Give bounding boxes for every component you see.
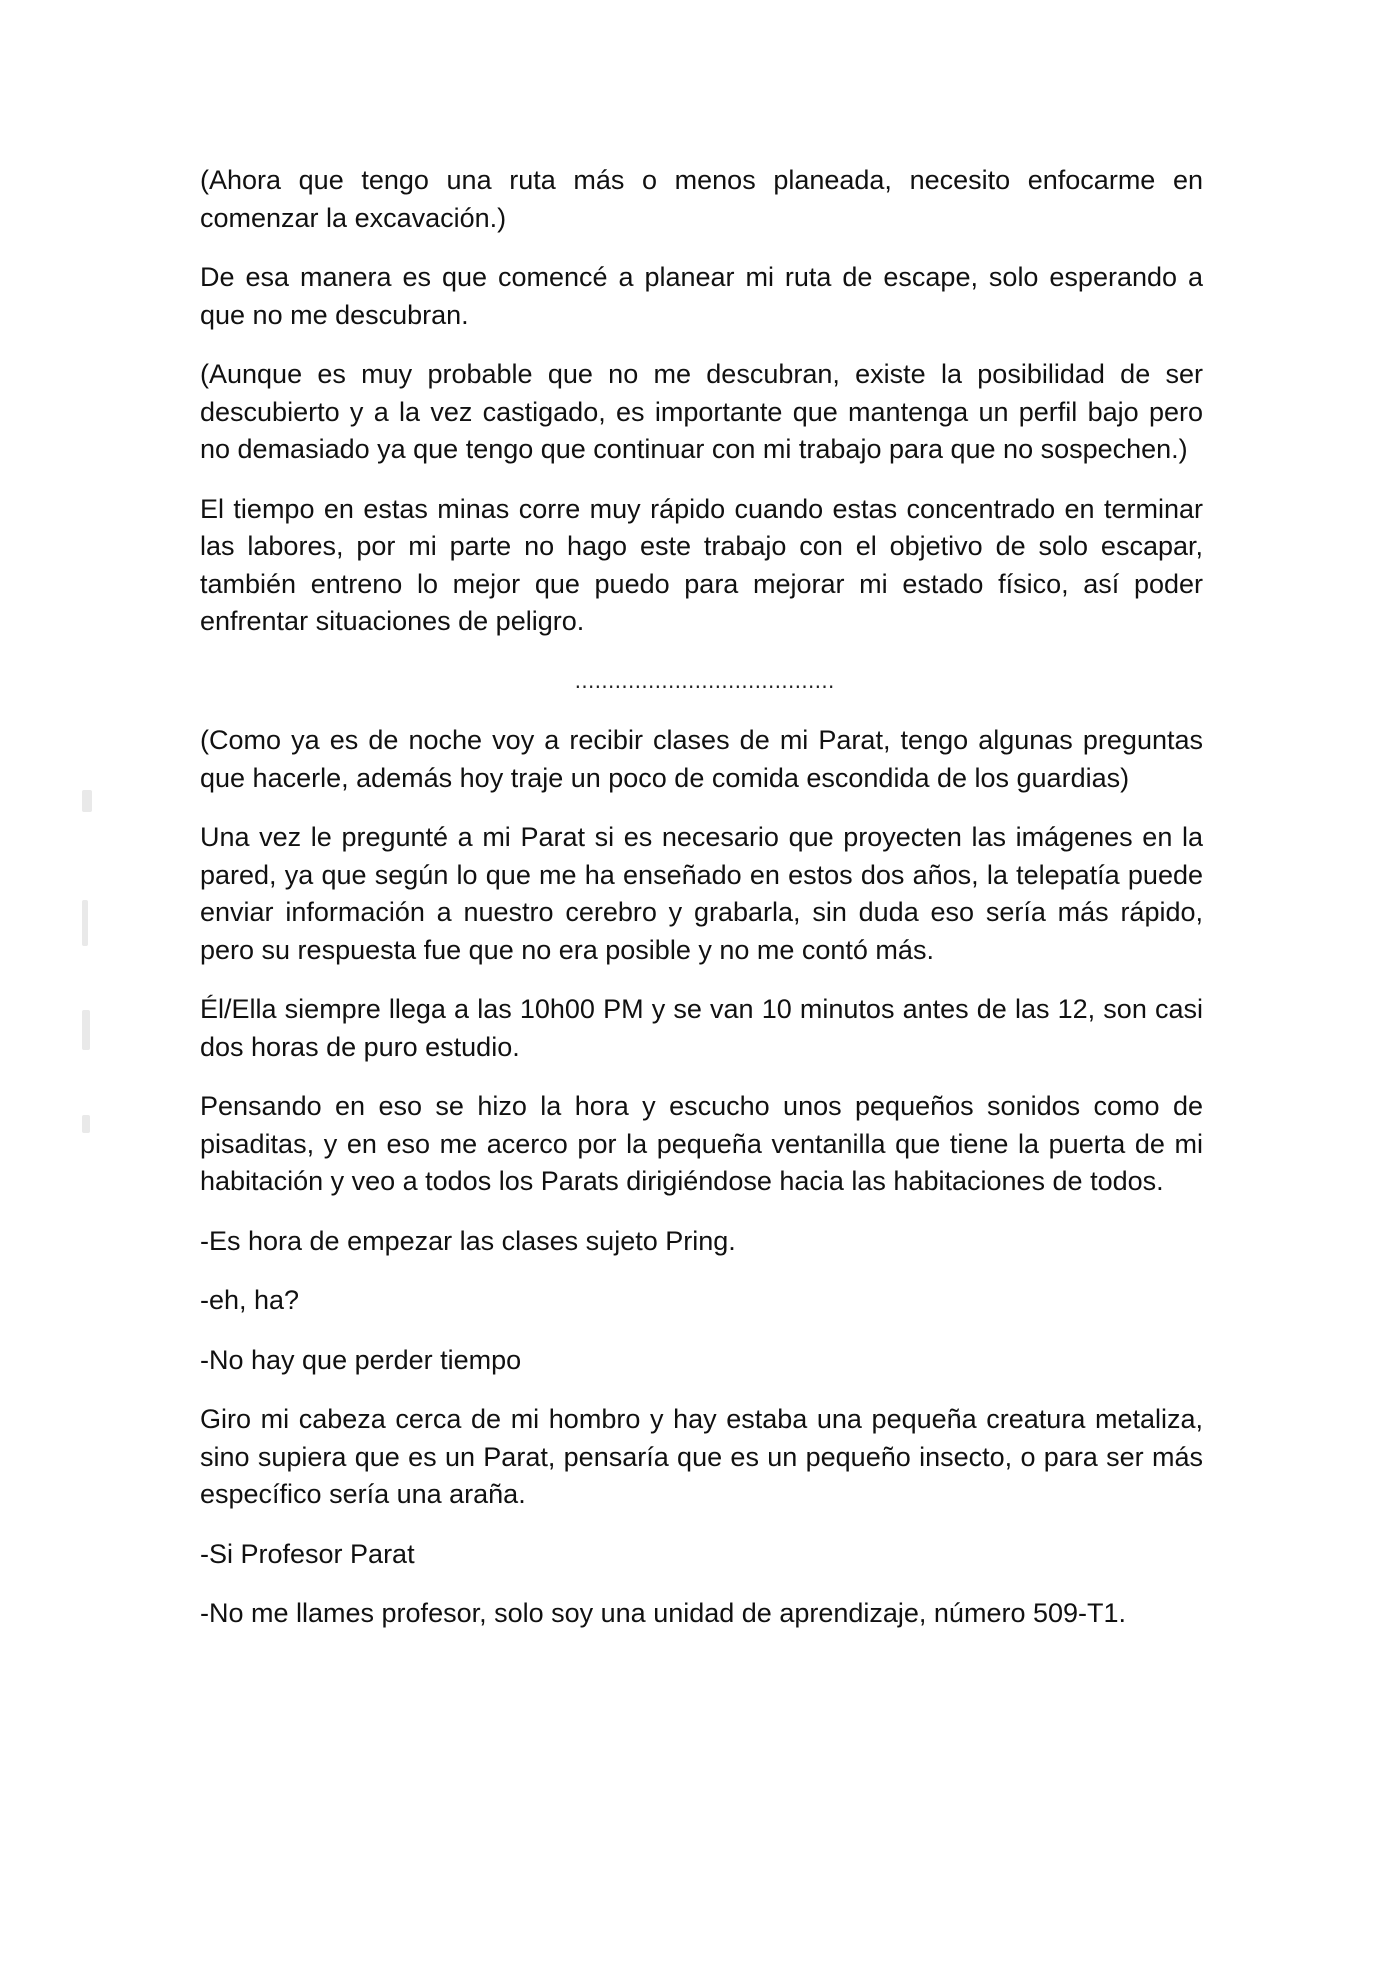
dialogue-line: -eh, ha? [200, 1285, 300, 1315]
dialogue-line: -No hay que perder tiempo [200, 1344, 522, 1375]
paragraph: Pensando en eso se hizo la hora y escucho unos pequeños sonidos como de pisaditas, y en eso me acerco por la pequeña ventanilla que tiene la puerta de mi habitación y veo a todos los Parats dirigiéndose hacia las habitaciones de todos. [200, 1091, 1203, 1196]
scan-artifact [82, 790, 92, 812]
scan-artifact [82, 1010, 90, 1050]
document-body [200, 162, 1203, 1655]
dialogue-line: -No me llames profesor, solo soy una unidad de aprendizaje, número 509-T1. [200, 1598, 1127, 1628]
scan-artifact [82, 1115, 90, 1133]
paragraph: Una vez le pregunté a mi Parat si es necesario que proyecten las imágenes en la pared, ya que según lo que me ha enseñado en estos dos años, la telepatía puede enviar información a nuestro cerebro y grabarla, sin duda eso sería más rápido, pero su respuesta fue que no era posible y no me contó más. [200, 822, 1203, 965]
section-divider: ………………………………… [574, 668, 835, 693]
paragraph: El tiempo en estas minas corre muy rápido cuando estas concentrado en terminar las labores, por mi parte no hago este trabajo con el objetivo de solo escapar, también entreno lo mejor que puedo para mejorar mi estado físico, así poder enfrentar situaciones de peligro. [200, 493, 1203, 636]
paragraph: Giro mi cabeza cerca de mi hombro y hay estaba una pequeña creatura metaliza, sino supiera que es un Parat, pensaría que es un pequeño insecto, o para ser más específico sería una araña. [200, 1404, 1203, 1509]
dialogue-line: -Es hora de empezar las clases sujeto Pring. [200, 1225, 736, 1256]
paragraph: De esa manera es que comencé a planear mi ruta de escape, solo esperando a que no me descubran. [200, 262, 1203, 330]
scan-artifact [82, 900, 88, 946]
paragraph: (Ahora que tengo una ruta más o menos planeada, necesito enfocarme en comenzar la excavación.) [200, 165, 1203, 233]
paragraph: Él/Ella siempre llega a las 10h00 PM y se van 10 minutos antes de las 12, son casi dos horas de puro estudio. [200, 994, 1203, 1062]
paragraph: (Aunque es muy probable que no me descubran, existe la posibilidad de ser descubierto y a la vez castigado, es importante que mantenga un perfil bajo pero no demasiado ya que tengo que continuar con mi trabajo para que no sospechen.) [200, 359, 1203, 464]
paragraph: (Como ya es de noche voy a recibir clases de mi Parat, tengo algunas preguntas que hacerle, además hoy traje un poco de comida escondida de los guardias) [200, 725, 1203, 793]
dialogue-line: -Si Profesor Parat [200, 1538, 415, 1569]
